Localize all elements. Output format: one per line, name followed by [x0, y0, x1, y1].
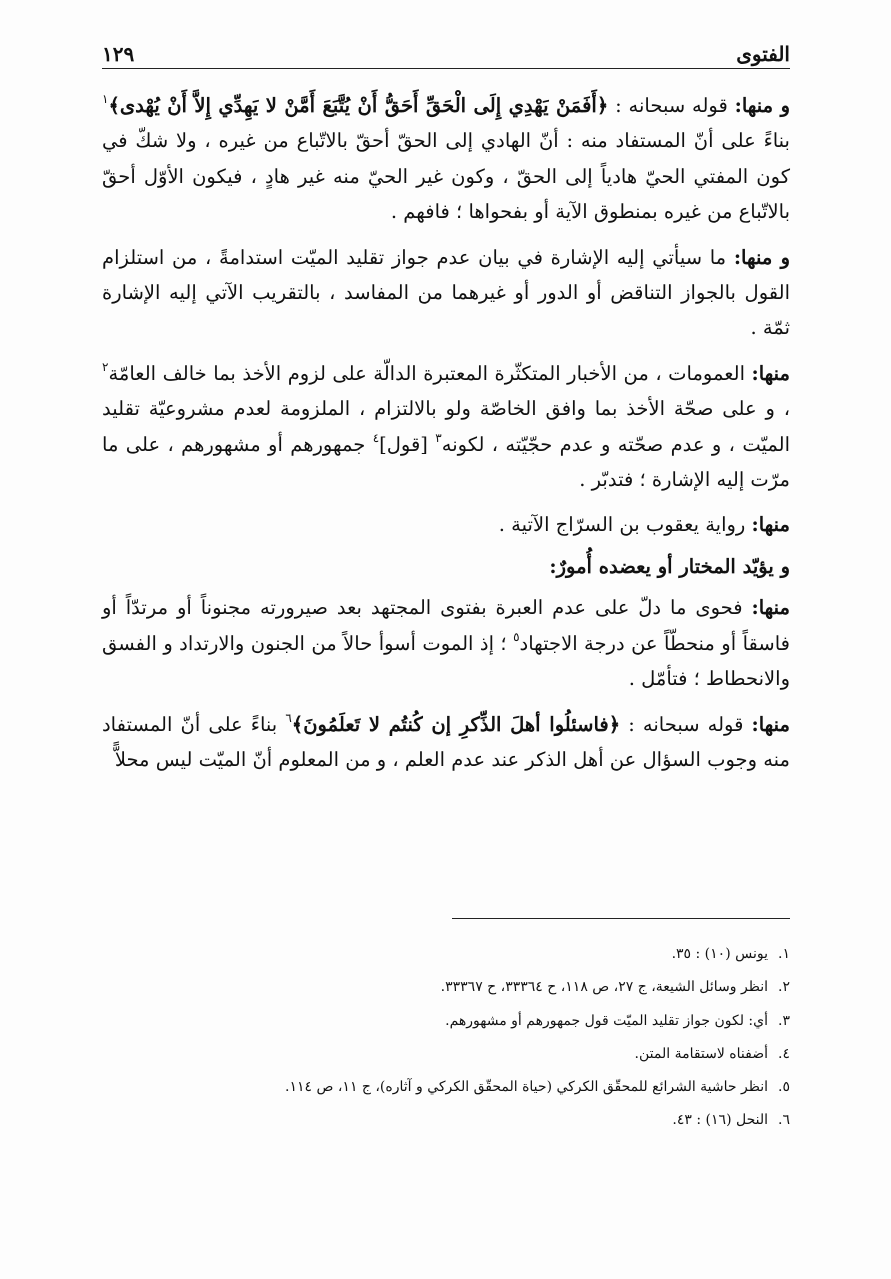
footnote-number: ٢. [778, 979, 790, 996]
text-run: ؛ إذ الموت أسوأ حالاً من الجنون والارتداد و الفسق والانحطاط ؛ فتأمّل . [102, 631, 790, 691]
text-run: بناءً على أنّ المستفاد منه : أنّ الهادي إلى الحقّ أحقّ بالاتّباع من غيره ، ولا شكّ في كون المفتي الحيّ هادياً إلى الحقّ ، وكون غير الحيّ منه غير هادٍ ، فيكون الأوّل أحقّ بالاتّباع من غيره بمنطوق الآية أو بفحواها ؛ فافهم . [102, 129, 790, 224]
paragraph-lead: منها: [751, 361, 790, 385]
heading-text: و يؤيّد المختار أو يعضده أُمورٌ: [549, 554, 790, 578]
footnote [102, 1038, 790, 1071]
footnote-number: ٥. [778, 1079, 790, 1096]
footnote [102, 1071, 790, 1104]
text-run: رواية يعقوب بن السرّاج الآتية . [498, 513, 752, 537]
main-text [102, 88, 790, 787]
footnote-number: ٤. [778, 1045, 790, 1062]
footnote-text: أي: لكون جواز تقليد الميّت قول جمهورهم أو مشهورهم. [445, 1012, 768, 1029]
text-run: قوله سبحانه : [620, 712, 752, 736]
paragraph-lead: منها: [751, 513, 790, 537]
text-run: قوله سبحانه : [608, 94, 735, 117]
paragraph [102, 507, 790, 542]
footnote-text: انظر وسائل الشيعة، ج ٢٧، ص ١١٨، ح ٣٣٣٦٤، ح ٣٣٣٦٧. [440, 979, 768, 996]
footnote-number: ٦. [778, 1112, 790, 1129]
footnote [102, 938, 790, 971]
footnote-number: ٣. [778, 1012, 790, 1029]
paragraph-lead: منها: [751, 596, 790, 620]
footnote [102, 1104, 790, 1137]
section-heading [102, 549, 790, 584]
text-run: العمومات ، من الأخبار المتكثّرة المعتبرة الدالّة على لزوم الأخذ بما خالف العامّة [108, 361, 752, 385]
paragraph [102, 590, 790, 696]
footnote-ref[interactable]: ٤ [372, 430, 380, 445]
quran-verse: ﴿فاسئلُوا أهلَ الذِّكرِ إن كُنتُم لا تَعلَمُونَ﴾ [291, 712, 621, 736]
paragraph-lead: و منها: [733, 245, 790, 269]
text-run: بناءً على أنّ المستفاد منه وجوب السؤال عن أهل الذكر عند عدم العلم ، و من المعلوم أنّ الميّت ليس محلاًّ [102, 712, 790, 771]
page-header [102, 30, 790, 66]
footnote [102, 971, 790, 1004]
paragraph [102, 88, 790, 230]
paragraph [102, 240, 790, 346]
text-run: فحوى ما دلّ على عدم العبرة بفتوى المجتهد بعد صيرورته مجنوناً أو مرتدّاً أو فاسقاً أو منحطّاً عن درجة الاجتهاد [102, 596, 790, 655]
quran-verse: ﴿أَفَمَنْ يَهْدِي إِلَى الْحَقِّ أَحَقُّ أَنْ يُتَّبَعَ أَمَّنْ لا يَهِدِّي إِلاَّ أَنْ يُهْدى﴾ [108, 94, 609, 117]
footnote-text: النحل (١٦) : ٤٣. [672, 1112, 768, 1129]
footnote [102, 1005, 790, 1038]
footnotes [102, 938, 790, 1138]
text-run: ما سيأتي إليه الإشارة في بيان عدم جواز تقليد الميّت استدامةً ، من استلزام القول بالجواز التناقض أو الدور أو غيرهما من المفاسد ، بالتقريب الآتي إليه الإشارة ثمّة . [102, 245, 790, 340]
footnote-ref[interactable]: ٢ [102, 359, 109, 374]
footnote-ref[interactable]: ٥ [513, 629, 520, 644]
footnote-ref[interactable]: ١ [102, 92, 109, 106]
footnote-text: يونس (١٠) : ٣٥. [671, 946, 768, 962]
footnote-separator [452, 918, 790, 919]
footnote-ref[interactable]: ٣ [435, 430, 442, 445]
paragraph [102, 707, 790, 778]
paragraph [102, 356, 790, 498]
header-rule [102, 68, 790, 69]
paragraph-lead: منها: [751, 712, 790, 736]
paragraph-lead: و منها: [734, 94, 790, 117]
footnote-ref[interactable]: ٦ [285, 710, 292, 725]
text-run: جمهورهم أو مشهورهم ، على ما مرّت إليه الإشارة ؛ فتدبّر . [102, 432, 790, 492]
page-number: ١٢٩ [102, 42, 135, 66]
text-run: ، و على صحّة الأخذ بما وافق الخاصّة ولو بالالتزام ، الملزومة لعدم مشروعيّة تقليد الميّت ، و عدم صحّته و عدم حجّيّته ، لكونه [102, 397, 791, 456]
footnote-text: انظر حاشية الشرائع للمحقّق الكركي (حياة المحقّق الكركي و آثاره)، ج ١١، ص ١١٤. [285, 1079, 768, 1096]
running-title: الفتوى [736, 42, 790, 66]
footnote-number: ١. [778, 946, 790, 962]
footnote-text: أضفناه لاستقامة المتن. [634, 1045, 768, 1062]
text-run: [قول] [379, 432, 436, 456]
